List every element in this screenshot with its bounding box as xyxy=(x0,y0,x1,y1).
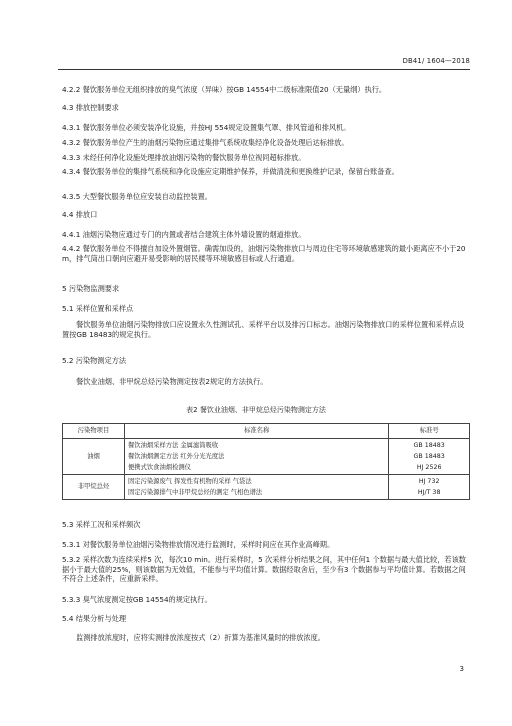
standard-code: HJ/T 38 xyxy=(417,489,441,496)
heading-4-3: 4.3 排放控制要求 xyxy=(62,103,119,112)
standard-number-cell xyxy=(389,475,470,500)
standard-code: HJ 2526 xyxy=(416,464,442,471)
header-standard-name: 标准名称 xyxy=(124,424,388,439)
standard-code: GB 18483 xyxy=(413,453,445,460)
heading-5: 5 污染物监测要求 xyxy=(62,284,120,293)
pollutant-cell: 非甲烷总烃 xyxy=(63,475,125,500)
page-number: 3 xyxy=(459,665,464,673)
clause-4-2-2: 4.2.2 餐饮服务单位无组织排放的臭气浓度（异味）按GB 14554中二级标准限值20（无量纲）执行。 xyxy=(62,85,387,94)
standard-name-cell xyxy=(124,439,388,475)
clause-4-3-1: 4.3.1 餐饮服务单位必须安装净化设施，并按HJ 554规定设置集气罩、排风管道和排风机。 xyxy=(62,123,351,132)
standard-name: 固定污染源废气 挥发性有机物的采样 气袋法 xyxy=(127,478,252,485)
standard-number-cell xyxy=(389,439,470,475)
clause-4-3-4: 4.3.4 餐饮服务单位的集排气系统和净化设施应定期维护保养，并做清洗和更换维护记录，保留台账备查。 xyxy=(62,167,399,176)
clause-4-4-1: 4.4.1 油烟污染物应通过专门的内置或者结合建筑主体外墙设置的烟道排放。 xyxy=(62,230,306,239)
table-row xyxy=(63,475,470,500)
table-row xyxy=(63,439,470,475)
clause-5-2: 餐饮业油烟、非甲烷总烃污染物测定按表2规定的方法执行。 xyxy=(76,377,268,386)
header-pollutant: 污染物项目 xyxy=(63,424,125,439)
standard-number: DB41/ 1604—2018 xyxy=(402,57,470,65)
clause-4-3-3: 4.3.3 未经任何净化设施处理排放油烟污染物的餐饮服务单位视同超标排放。 xyxy=(62,153,306,162)
standard-name: 餐饮油烟采样方法 金属滤筒吸收 xyxy=(127,442,219,449)
standard-name: 便携式饮食油烟检测仪 xyxy=(127,464,191,471)
clause-4-4-2: 4.4.2 餐饮服务单位不得擅自加设外置烟管。确需加设的，油烟污染物排放口与周边住宅等环境敏感建筑的最小距离应不小于20 m，排气筒出口朝向应避开易受影响的居民楼等环境敏感目标或人行通道。 xyxy=(62,244,466,263)
heading-5-4: 5.4 结果分析与处理 xyxy=(62,614,127,623)
header-rule xyxy=(58,69,470,70)
heading-5-2: 5.2 污染物测定方法 xyxy=(62,356,127,365)
pollutant-cell: 油烟 xyxy=(63,439,125,475)
heading-4-4: 4.4 排放口 xyxy=(62,210,98,219)
clause-4-3-2: 4.3.2 餐饮服务单位产生的油烟污染物应通过集排气系统收集经净化设备处理后达标排放。 xyxy=(62,138,349,147)
clause-5-4: 监测排放浓度时，应将实测排放浓度按式（2）折算为基准风量时的排放浓度。 xyxy=(76,633,325,642)
clause-5-3-3: 5.3.3 臭气浓度测定按GB 14554的规定执行。 xyxy=(62,595,212,604)
measurement-methods-table xyxy=(62,423,470,500)
standard-name-cell xyxy=(124,475,388,500)
header-standard-number: 标准号 xyxy=(389,424,470,439)
clause-4-3-5: 4.3.5 大型餐饮服务单位应安装自动监控装置。 xyxy=(62,192,212,201)
heading-5-3: 5.3 采样工况和采样频次 xyxy=(62,520,141,529)
clause-5-3-2: 5.3.2 采样次数为连续采样5 次，每次10 min。进行采样时，5 次采样分析结果之间，其中任何1 个数据与最大值比较，若该数据小于最大值的25%，则该数据为无效值，不能参与平均值计算。数据经取舍后，至少有3 个数据参与平均值计算。若数据之间不符合上述条件，应重新采样。 xyxy=(62,555,466,584)
heading-5-1: 5.1 采样位置和采样点 xyxy=(62,304,134,313)
clause-5-3-1: 5.3.1 对餐饮服务单位油烟污染物排放情况进行监测时，采样时间应在其作业高峰期。 xyxy=(62,540,335,549)
standard-code: HJ 732 xyxy=(418,478,440,485)
standard-code: GB 18483 xyxy=(413,442,445,449)
table-header-row xyxy=(63,424,470,439)
standard-name: 固定污染源排气中非甲烷总烃的测定 气相色谱法 xyxy=(127,489,263,496)
table-caption: 表2 餐饮业油烟、非甲烷总烃污染物测定方法 xyxy=(186,406,326,414)
standard-name: 餐饮油烟测定方法 红外分光光度法 xyxy=(127,453,225,460)
clause-5-1: 餐饮服务单位油烟污染物排放口应设置永久性测试孔、采样平台以及排污口标志。油烟污染物排放口的采样位置和采样点设置按GB 18483的规定执行。 xyxy=(62,320,465,339)
